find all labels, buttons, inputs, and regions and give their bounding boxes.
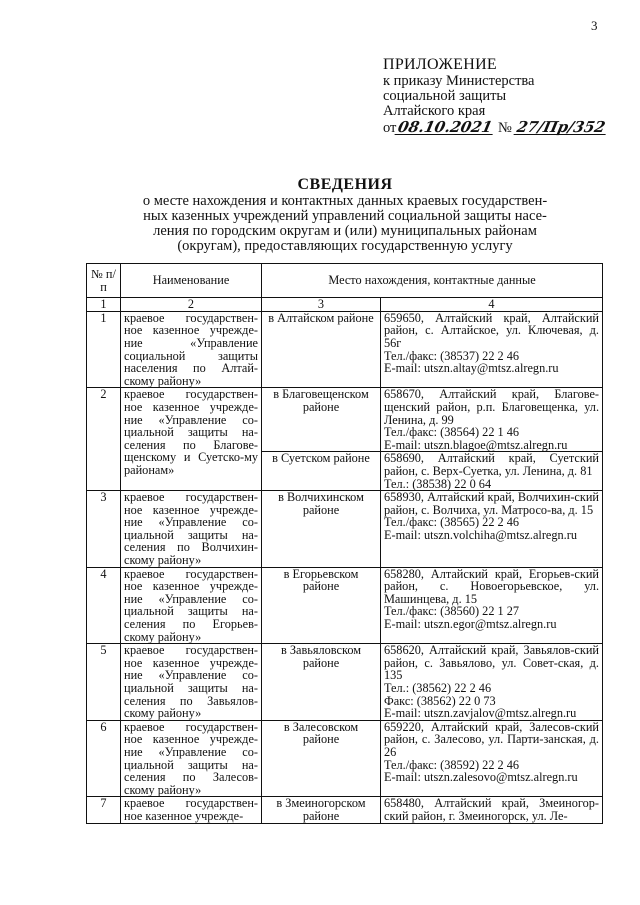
heading-line: ления по городским округам и (или) муниципальных районам [153,223,537,239]
header-location: Место нахождения, контактные данные [262,264,603,298]
document-heading [100,176,590,254]
district-name: в Благовещенском районе [262,388,381,452]
heading-line: (округам), предоставляющих государственную услугу [177,238,513,254]
phone: Тел.: (38538) 22 0 64 [384,476,492,491]
phone: Тел./факс: (38592) 22 2 46 [384,757,520,772]
row-number: 5 [87,644,121,721]
contact-info [381,388,603,452]
institution-name: краевое государствен-ное казенное учрежде- [121,797,262,823]
institution-name: краевое государствен-ное казенное учрежде-ние «Управление со-циальной защиты на-селения по Залесов-скому району» [121,720,262,797]
column-number: 2 [121,298,262,312]
page-number: 3 [591,18,598,33]
phone: Тел./факс: (38565) 22 2 46 [384,515,520,530]
column-number-row [87,298,603,312]
contact-info [381,311,603,388]
table-row [87,644,603,721]
institution-name: краевое государствен-ное казенное учрежде-ние «Управление социальной защиты населения по Алтай-скому району» [121,311,262,388]
appendix-line: социальной защиты [383,88,507,104]
table-row [87,567,603,644]
row-number: 4 [87,567,121,644]
table-body [87,311,603,823]
date-prefix: от [383,120,397,136]
district-name: в Залесовском районе [262,720,381,797]
row-number: 3 [87,491,121,568]
address: 659220, Алтайский край, Залесов-ский район, с. Залесово, ул. Парти-занская, д. 26 [384,719,600,759]
heading-line: о месте нахождения и контактных данных краевых государствен- [142,193,548,209]
email: E-mail: utszn.altay@mtsz.alregn.ru [384,361,559,376]
handwritten-date: 08.10.2021 [396,118,495,136]
address: 658670, Алтайский край, Благове-щенский район, р.п. Благовещенка, ул. Ленина, д. 99 [384,387,600,427]
district-name: в Волчихинском районе [262,491,381,568]
contact-info [381,452,603,491]
header-num: № п/п [87,264,121,298]
email: E-mail: utszn.egor@mtsz.alregn.ru [384,617,557,632]
address: 658930, Алтайский край, Волчихин-ский район, с. Волчиха, ул. Матросо-ва, д. 15 [384,490,600,517]
district-name: в Алтайском районе [262,311,381,388]
column-number: 4 [381,298,603,312]
header-name: Наименование [121,264,262,298]
number-prefix: № [497,120,512,136]
phone: Тел.: (38562) 22 2 46 [384,681,492,695]
table-row [87,388,603,452]
table-row [87,491,603,568]
institution-name: краевое государствен-ное казенное учрежде-ние «Управление со-циальной защиты на-селения по Егорьев-скому району» [121,567,262,644]
row-number: 1 [87,311,121,388]
phone: Тел./факс: (38564) 22 1 46 [384,425,520,440]
address: 659650, Алтайский край, Алтайский район, с. Алтайское, ул. Ключевая, д. 56г [384,310,600,350]
phone: Тел./факс: (38537) 22 2 46 [384,348,520,363]
table-header-row [87,264,603,298]
column-number: 1 [87,298,121,312]
institutions-table [86,263,603,824]
row-number: 2 [87,388,121,491]
appendix-line: Алтайского края [383,103,486,119]
email: E-mail: utszn.volchiha@mtsz.alregn.ru [384,527,577,542]
district-name: в Егорьевском районе [262,567,381,644]
district-name: в Змеиногорском районе [262,797,381,823]
contact-info [381,491,603,568]
contact-info [381,644,603,721]
contact-info [381,720,603,797]
appendix-title: ПРИЛОЖЕНИЕ [383,56,498,73]
column-number: 3 [262,298,381,312]
email: E-mail: utszn.zalesovo@mtsz.alregn.ru [384,770,578,785]
row-number: 7 [87,797,121,823]
address: 658690, Алтайский край, Суетский район, с. Верх-Суетка, ул. Ленина, д. 81 [384,451,600,478]
contact-info [381,567,603,644]
email: E-mail: utszn.zavjalov@mtsz.alregn.ru [384,706,577,721]
institution-name: краевое государствен-ное казенное учрежде-ние «Управление со-циальной защиты на-селения по Благове-щенскому и Суетско-му районам» [121,388,262,491]
address: 658620, Алтайский край, Завьялов-ский район, с. Завьялово, ул. Совет-ская, д. 135 [384,643,600,683]
institution-name: краевое государствен-ное казенное учрежде-ние «Управление со-циальной защиты на-селения по Волчихин-скому району» [121,491,262,568]
phone: Факс: (38562) 22 0 73 [384,693,496,708]
contact-info [381,797,603,823]
email: E-mail: utszn.blagoe@mtsz.alregn.ru [384,437,568,452]
address: 658480, Алтайский край, Змеиногор-ский район, г. Змеиногорск, ул. Ле- [384,796,600,823]
order-date-number-line [383,119,633,137]
institution-name: краевое государствен-ное казенное учрежде-ние «Управление со-циальной защиты на-селения по Завьялов-скому району» [121,644,262,721]
heading-title: СВЕДЕНИЯ [297,176,393,193]
table-row [87,797,603,823]
address: 658280, Алтайский край, Егорьев-ский район, с. Новоегорьевское, ул. Машинцева, д. 15 [384,566,600,606]
district-name: в Суетском районе [262,452,381,491]
district-name: в Завьяловском районе [262,644,381,721]
heading-line: ных казенных учреждений управлений социальной защиты насе- [143,208,547,224]
table-row [87,720,603,797]
phone: Тел./факс: (38560) 22 1 27 [384,604,520,619]
appendix-block [383,56,633,137]
table-row [87,311,603,388]
row-number: 6 [87,720,121,797]
appendix-line: к приказу Министерства [383,73,535,89]
handwritten-order-number: 27/Пр/352 [515,118,608,136]
